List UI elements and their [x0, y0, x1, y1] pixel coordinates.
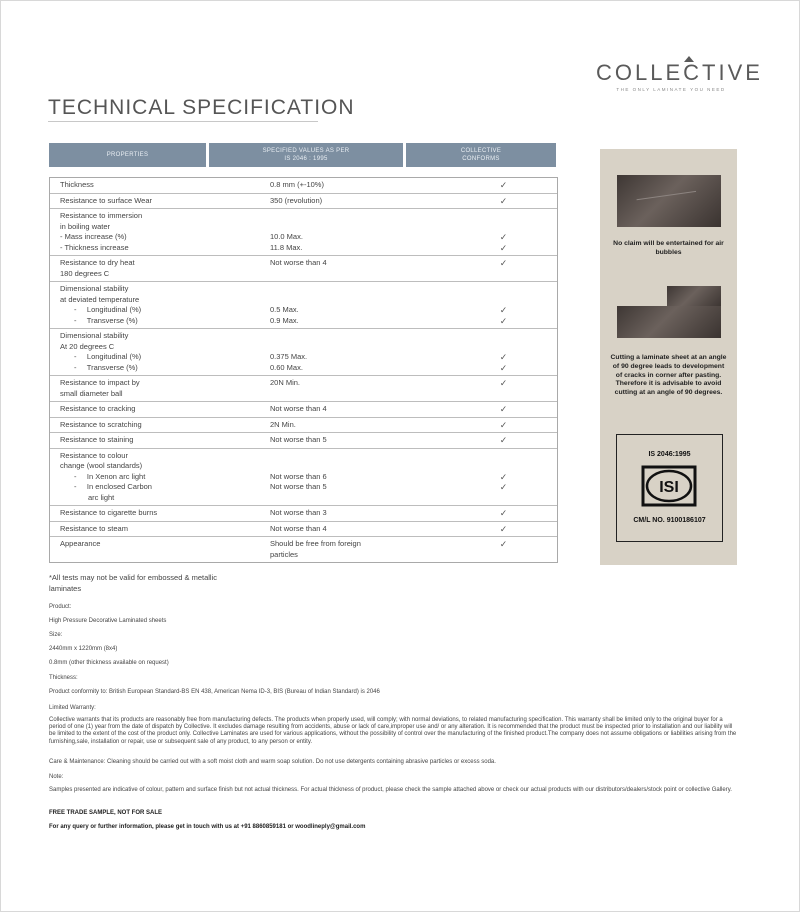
- spec-text: Not worse than 4: [270, 404, 327, 413]
- brand-name: COLLECTIVE: [596, 60, 763, 85]
- spec-text: particles: [270, 549, 298, 559]
- specified-value-cell: [270, 178, 450, 193]
- spec-text: [270, 222, 450, 233]
- check-icon: [450, 389, 557, 400]
- table-row: [50, 282, 557, 329]
- specified-value-cell: [270, 522, 450, 537]
- table-row: [50, 209, 557, 256]
- property-text: Transverse (%): [86, 362, 138, 372]
- property-text: Resistance to staining: [60, 435, 134, 444]
- spec-text: Not worse than 4: [270, 523, 327, 533]
- spec-text: Not worse than 3: [270, 508, 327, 517]
- property-text: Resistance to dry heat: [60, 258, 135, 267]
- property-text: Thickness: [60, 180, 94, 189]
- check-icon: ✓: [499, 258, 508, 268]
- isi-mark-text: ISI: [659, 479, 679, 496]
- table-row: [50, 376, 557, 402]
- property-text: Dimensional stability: [60, 331, 129, 340]
- specified-value-cell: [270, 329, 450, 375]
- detail-text: High Pressure Decorative Laminated sheets: [49, 618, 167, 624]
- property-line: [60, 316, 270, 327]
- specified-value-cell: [270, 449, 450, 506]
- table-row: [50, 329, 557, 376]
- check-icon: ✓: [499, 471, 508, 482]
- bullet-dash: -: [74, 471, 87, 481]
- specified-value-cell: [270, 282, 450, 328]
- property-cell: [50, 194, 270, 209]
- corner-cut-photo-top: [667, 286, 721, 308]
- detail-text: Care & Maintenance: Cleaning should be carried out with a soft moist cloth and warm soap solution. Do not use detergents containing abrasive particles or excess soda.: [49, 759, 496, 765]
- property-text: at deviated temperature: [60, 294, 140, 304]
- property-text: At 20 degrees C: [60, 341, 115, 351]
- detail-text: Thickness:: [49, 675, 78, 681]
- property-line: [60, 305, 270, 316]
- property-cell: [50, 178, 270, 193]
- conforms-cell: [450, 329, 557, 375]
- check-icon: [450, 461, 557, 472]
- property-cell: [50, 282, 270, 328]
- property-line: [60, 352, 270, 363]
- isi-licence-number: CM/L NO. 9100186107: [633, 517, 706, 524]
- specified-value-cell: [270, 402, 450, 417]
- check-icon: ✓: [499, 419, 508, 430]
- check-icon: ✓: [499, 508, 508, 518]
- table-row: [50, 178, 557, 194]
- property-text: Dimensional stability: [60, 284, 129, 293]
- spec-text: 350 (revolution): [270, 195, 323, 205]
- spec-text: 0.375 Max.: [270, 352, 308, 361]
- check-icon: [450, 295, 557, 306]
- table-row: [50, 194, 557, 210]
- detail-text: FREE TRADE SAMPLE, NOT FOR SALE: [49, 810, 163, 816]
- spec-text: 0.8 mm (+-10%): [270, 180, 324, 189]
- check-icon: ✓: [499, 180, 508, 190]
- check-icon: ✓: [499, 539, 508, 549]
- property-text: [60, 550, 270, 561]
- property-cell: [50, 537, 270, 562]
- spec-text: 11.8 Max.: [270, 242, 303, 252]
- property-text: 180 degrees C: [60, 268, 110, 278]
- spec-text: Not worse than 4: [270, 258, 327, 267]
- property-cell: [50, 433, 270, 448]
- header-specified: SPECIFIED VALUES AS PER IS 2046 : 1995: [209, 143, 403, 167]
- property-text: In Xenon arc light: [86, 471, 146, 481]
- spec-text: 2N Min.: [270, 419, 296, 429]
- check-icon: [450, 211, 557, 222]
- property-cell: [50, 329, 270, 375]
- table-row: [50, 449, 557, 507]
- check-icon: ✓: [499, 305, 508, 315]
- property-cell: [50, 256, 270, 281]
- conforms-cell: [450, 194, 557, 209]
- property-cell: [50, 522, 270, 537]
- property-text: Resistance to steam: [60, 523, 128, 533]
- spec-text: 10.0 Max.: [270, 232, 303, 241]
- detail-text: Limited Warranty:: [49, 705, 96, 711]
- conforms-cell: [450, 433, 557, 448]
- spec-text: Not worse than 5: [270, 435, 327, 444]
- spec-text: [270, 342, 450, 353]
- property-text: Resistance to cracking: [60, 404, 136, 413]
- conforms-cell: [450, 376, 557, 401]
- check-icon: ✓: [499, 404, 508, 414]
- check-icon: [450, 269, 557, 280]
- property-text: - Mass increase (%): [60, 232, 127, 241]
- detail-text: Collective warrants that its products are reasonably free from manufacturing defects. The products when properly used, will comply; with normal deviations, to related manufacturing specification. This warranty shall be limited only to the original buyer for a period of one (1) year from the date of dispatch by Collective. It excludes damage resulting from accidents, abuse or lack of care,improper use and/ or any alteration. It is recommended that the product must be inspected prior to installation and our liability will be limited to the extent of the cost of the product only. Collective Laminates are used for various applications, without the possibility of control over the manufacturing of the finished product.The company does not assume obligations or liabilities arising from the furnishing,sale, installation or repair, use or subsequent sale of any product, to any person or entity.: [49, 717, 737, 745]
- title-underline: [48, 121, 318, 122]
- bullet-dash: -: [74, 315, 87, 325]
- isi-standard: IS 2046:1995: [648, 451, 691, 458]
- check-icon: [450, 451, 557, 462]
- corner-cut-photo: [617, 306, 721, 338]
- spec-text: [270, 331, 450, 342]
- check-icon: ✓: [499, 378, 508, 388]
- specified-value-cell: [270, 537, 450, 562]
- table-row: [50, 433, 557, 449]
- specified-value-cell: [270, 209, 450, 255]
- property-text: small diameter ball: [60, 388, 123, 398]
- brand-logo: [596, 60, 763, 92]
- spec-text: 0.5 Max.: [270, 305, 299, 314]
- table-row: [50, 522, 557, 538]
- detail-text: Product:: [49, 604, 72, 610]
- conforms-cell: [450, 282, 557, 328]
- spec-text: [270, 269, 450, 280]
- table-row: [50, 537, 557, 562]
- spec-text: [270, 461, 450, 472]
- specified-value-cell: [270, 506, 450, 521]
- conforms-cell: [450, 537, 557, 562]
- spec-text: Not worse than 6: [270, 471, 327, 481]
- logo-triangle-icon: [684, 56, 694, 62]
- header-conforms: COLLECTIVE CONFORMS: [406, 143, 556, 167]
- check-icon: ✓: [499, 232, 508, 242]
- property-text: Resistance to cigarette burns: [60, 508, 158, 517]
- bullet-dash: -: [74, 352, 87, 361]
- property-cell: [50, 402, 270, 417]
- property-text: Resistance to scratching: [60, 419, 142, 429]
- property-cell: [50, 209, 270, 255]
- detail-text: Note:: [49, 774, 64, 780]
- tests-footnote: *All tests may not be valid for embossed & metallic laminates: [49, 573, 217, 593]
- specified-value-cell: [270, 256, 450, 281]
- brand-tagline: THE ONLY LAMINATE YOU NEED: [616, 87, 726, 92]
- isi-certification-box: [616, 434, 723, 542]
- check-icon: ✓: [499, 482, 508, 492]
- check-icon: [450, 493, 557, 504]
- property-text: Transverse (%): [86, 315, 138, 325]
- detail-text: 2440mm x 1220mm (8x4): [49, 646, 118, 652]
- property-text: Appearance: [60, 539, 101, 548]
- check-icon: ✓: [499, 435, 508, 445]
- conforms-cell: [450, 178, 557, 193]
- spec-text: [270, 295, 450, 306]
- isi-mark-icon: [641, 465, 697, 507]
- page-title: TECHNICAL SPECIFICATION: [48, 96, 355, 119]
- property-text: Longitudinal (%): [86, 352, 142, 361]
- table-row: [50, 506, 557, 522]
- check-icon: ✓: [499, 352, 508, 362]
- property-text: In enclosed Carbon: [86, 482, 152, 491]
- check-icon: [450, 331, 557, 342]
- property-cell: [50, 418, 270, 433]
- property-text: change (wool standards): [60, 461, 143, 470]
- bullet-dash: -: [74, 305, 87, 314]
- conforms-cell: [450, 522, 557, 537]
- property-cell: [50, 506, 270, 521]
- spec-text: Not worse than 5: [270, 482, 327, 491]
- detail-text: Product conformity to: British European Standard-BS EN 438, American Nema ID-3, BIS (Bureau of Indian Standard) is 2046: [49, 689, 380, 695]
- check-icon: ✓: [499, 523, 508, 534]
- table-row: [50, 402, 557, 418]
- conforms-cell: [450, 209, 557, 255]
- table-row: [50, 418, 557, 434]
- detail-text: Samples presented are indicative of colour, pattern and surface finish but not actual thickness. For actual thickness of product, please check the sample attached above or check our actual products with our distributors/dealers/stock point or collective Gallery.: [49, 787, 732, 793]
- side-panel: [600, 149, 737, 565]
- spec-text: [270, 389, 450, 400]
- check-icon: [450, 284, 557, 295]
- air-bubble-photo: [617, 175, 721, 227]
- property-line: [60, 472, 270, 483]
- check-icon: [450, 550, 557, 561]
- property-cell: [50, 376, 270, 401]
- header-properties: PROPERTIES: [49, 143, 206, 167]
- specified-value-cell: [270, 194, 450, 209]
- detail-text: Size:: [49, 632, 63, 638]
- conforms-cell: [450, 402, 557, 417]
- spec-text: 0.60 Max.: [270, 362, 303, 372]
- spec-text: Should be free from foreign: [270, 539, 361, 548]
- spec-text: [270, 451, 450, 462]
- property-text: Resistance to impact by: [60, 378, 140, 387]
- check-icon: [450, 342, 557, 353]
- air-bubble-caption: No claim will be entertained for air bubbles: [613, 240, 724, 256]
- spec-text: [270, 211, 450, 222]
- property-text: Resistance to immersion: [60, 211, 143, 220]
- check-icon: [450, 222, 557, 233]
- detail-text: For any query or further information, please get in touch with us at +91 8860859181 or woodlineply@gmail.com: [49, 824, 366, 830]
- conforms-cell: [450, 506, 557, 521]
- spec-text: 20N Min.: [270, 378, 301, 387]
- spec-text: [270, 284, 450, 295]
- detail-text: 0.8mm (other thickness available on request): [49, 660, 169, 666]
- property-line: [60, 482, 270, 493]
- check-icon: ✓: [499, 195, 508, 206]
- property-line: [60, 363, 270, 374]
- conforms-cell: [450, 256, 557, 281]
- spec-text: [270, 493, 450, 504]
- bullet-dash: -: [74, 362, 87, 372]
- conforms-cell: [450, 449, 557, 506]
- specified-value-cell: [270, 376, 450, 401]
- property-text: arc light: [88, 492, 115, 502]
- spec-text: 0.9 Max.: [270, 315, 299, 325]
- bullet-dash: -: [74, 482, 87, 491]
- corner-cut-caption: Cutting a laminate sheet at an angle of 90 degree leads to development of cracks in corner after pasting. Therefore it is advisable to avoid cutting at an angle of 90 degrees.: [610, 354, 727, 397]
- property-cell: [50, 449, 270, 506]
- property-text: Resistance to surface Wear: [60, 195, 152, 205]
- table-row: [50, 256, 557, 282]
- check-icon: ✓: [499, 242, 508, 253]
- specified-value-cell: [270, 433, 450, 448]
- check-icon: ✓: [499, 362, 508, 373]
- property-text: - Thickness increase: [60, 242, 129, 252]
- specified-value-cell: [270, 418, 450, 433]
- property-text: Longitudinal (%): [86, 305, 142, 314]
- conforms-cell: [450, 418, 557, 433]
- spec-table: [49, 177, 558, 563]
- property-text: in boiling water: [60, 221, 111, 231]
- property-text: Resistance to colour: [60, 450, 128, 460]
- check-icon: ✓: [499, 315, 508, 326]
